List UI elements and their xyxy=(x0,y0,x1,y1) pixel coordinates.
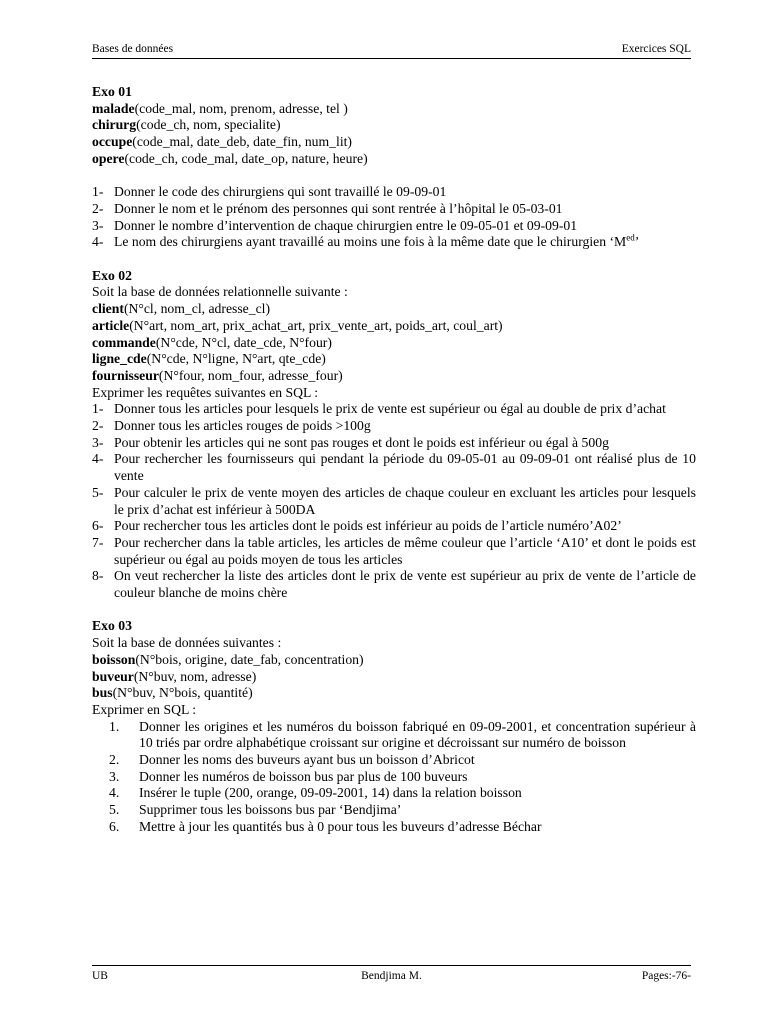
relation-attrs: (code_mal, nom, prenom, adresse, tel ) xyxy=(134,100,348,116)
question-number: 3- xyxy=(92,217,104,233)
exercise-3 xyxy=(92,618,696,835)
question-text: Pour rechercher les fournisseurs qui pendant la période du 09-05-01 au 09-09-01 ont réalisé plus de 10 vente xyxy=(114,451,696,484)
relation-line xyxy=(92,685,696,702)
question-text: Donner tous les articles rouges de poids >100g xyxy=(114,418,371,434)
question-text: Insérer le tuple (200, orange, 09-09-2001, 14) dans la relation boisson xyxy=(139,785,522,801)
exercise-3-title: Exo 03 xyxy=(92,618,132,634)
relation-name: boisson xyxy=(92,651,136,667)
question-text: On veut rechercher la liste des articles dont le prix de vente est supérieur au prix de vente de l’article de couleur blanche de moins chère xyxy=(114,568,696,601)
relation-attrs: (code_ch, code_mal, date_op, nature, heure) xyxy=(124,150,368,166)
exercise-intro: Soit la base de données suivantes : xyxy=(92,635,282,651)
question-number: 3- xyxy=(92,434,104,450)
question-item xyxy=(92,435,696,452)
question-text: Pour rechercher tous les articles dont le poids est inférieur au poids de l’article numéro’A02’ xyxy=(114,518,622,534)
relation-name: malade xyxy=(92,100,135,116)
page-footer xyxy=(92,965,691,983)
question-item xyxy=(92,785,696,802)
question-item xyxy=(92,518,696,535)
exercise-intro: Soit la base de données relationnelle suivante : xyxy=(92,284,348,300)
relation-attrs: (N°cde, N°ligne, N°art, qte_cde) xyxy=(146,351,326,367)
question-item xyxy=(92,568,696,601)
question-text: Donner le nombre d’intervention de chaque chirurgien entre le 09-05-01 et 09-09-01 xyxy=(114,217,578,233)
question-number: 6. xyxy=(109,818,120,834)
question-number: 2- xyxy=(92,418,104,434)
relation-attrs: (N°art, nom_art, prix_achat_art, prix_vente_art, poids_art, coul_art) xyxy=(129,317,503,333)
question-item xyxy=(92,769,696,786)
exercise-2 xyxy=(92,268,696,602)
exercise-prompt: Exprimer en SQL : xyxy=(92,701,197,717)
document-body xyxy=(92,84,696,836)
question-number: 1- xyxy=(92,184,104,200)
exercise-prompt: Exprimer les requêtes suivantes en SQL : xyxy=(92,384,319,400)
relation-line xyxy=(92,669,696,686)
footer-institution: UB xyxy=(92,970,108,982)
question-item xyxy=(92,451,696,484)
relation-name: ligne_cde xyxy=(92,351,147,367)
question-text: Pour obtenir les articles qui ne sont pas rouges et dont le poids est inférieur ou égal à 500g xyxy=(114,434,609,450)
question-number: 6- xyxy=(92,518,104,534)
relation-attrs: (N°buv, nom, adresse) xyxy=(133,668,257,684)
question-number: 2- xyxy=(92,200,104,216)
relation-name: chirurg xyxy=(92,117,137,133)
relation-name: client xyxy=(92,301,124,317)
question-item xyxy=(92,201,696,218)
question-number: 1. xyxy=(109,718,120,734)
question-item xyxy=(92,719,696,752)
question-number: 2. xyxy=(109,752,120,768)
relation-line xyxy=(92,335,696,352)
question-text: Pour rechercher dans la table articles, les articles de même couleur que l’article ‘A10’ et dont le poids est supérieur ou égal au poids moyen de tous les articles xyxy=(114,534,696,567)
relation-line xyxy=(92,134,696,151)
question-item xyxy=(92,752,696,769)
question-number: 4- xyxy=(92,234,104,250)
relation-line xyxy=(92,151,696,168)
question-item xyxy=(92,184,696,201)
question-number: 5. xyxy=(109,802,120,818)
exercise-2-title: Exo 02 xyxy=(92,267,132,283)
question-item xyxy=(92,485,696,518)
relation-line xyxy=(92,101,696,118)
question-item xyxy=(92,535,696,568)
question-text: Donner les origines et les numéros du boisson fabriqué en 09-09-2001, et concentration supérieur à 10 triés par ordre alphabétique croissant sur origine et décroissant sur numéro de boisson xyxy=(139,718,696,751)
question-number: 5- xyxy=(92,484,104,500)
relation-name: opere xyxy=(92,150,125,166)
relation-attrs: (code_mal, date_deb, date_fin, num_lit) xyxy=(132,134,352,150)
relation-line xyxy=(92,117,696,134)
question-number: 4. xyxy=(109,785,120,801)
relation-name: bus xyxy=(92,685,113,701)
exercise-1-title: Exo 01 xyxy=(92,84,132,99)
relation-attrs: (N°cde, N°cl, date_cde, N°four) xyxy=(155,334,332,350)
header-topic: Exercices SQL xyxy=(621,43,691,55)
relation-line xyxy=(92,652,696,669)
question-text: Donner le nom et le prénom des personnes qui sont rentrée à l’hôpital le 05-03-01 xyxy=(114,200,563,216)
question-item xyxy=(92,401,696,418)
relation-name: fournisseur xyxy=(92,367,159,383)
question-number: 7- xyxy=(92,534,104,550)
relation-line xyxy=(92,318,696,335)
question-item xyxy=(92,234,696,251)
exercise-1 xyxy=(92,84,696,251)
relation-attrs: (code_ch, nom, specialite) xyxy=(136,117,281,133)
question-text-wrapper xyxy=(114,234,696,251)
question-item xyxy=(92,819,696,836)
question-text: Pour calculer le prix de vente moyen des articles de chaque couleur en excluant les articles pour lesquels le prix d’achat est inférieur à 500DA xyxy=(114,484,696,517)
question-item xyxy=(92,802,696,819)
footer-author: Bendjima M. xyxy=(361,970,422,982)
relation-line xyxy=(92,301,696,318)
question-text: Supprimer tous les boissons bus par ‘Bendjima’ xyxy=(139,802,402,818)
relation-attrs: (N°buv, N°bois, quantité) xyxy=(112,685,253,701)
footer-page-number: Pages:-76- xyxy=(641,970,691,982)
question-item xyxy=(92,418,696,435)
header-course: Bases de données xyxy=(92,43,174,55)
relation-line xyxy=(92,351,696,368)
superscript: ed xyxy=(626,232,635,243)
relation-attrs: (N°bois, origine, date_fab, concentration) xyxy=(135,651,364,667)
question-text: Donner tous les articles pour lesquels le prix de vente est supérieur ou égal au double de prix d’achat xyxy=(114,401,666,417)
question-text: Mettre à jour les quantités bus à 0 pour tous les buveurs d’adresse Béchar xyxy=(139,818,542,834)
question-text: Le nom des chirurgiens ayant travaillé au moins une fois à la même date que le chirurgien ‘M xyxy=(114,234,627,250)
question-number: 1- xyxy=(92,401,104,417)
relation-name: article xyxy=(92,317,130,333)
question-number: 8- xyxy=(92,568,104,584)
relation-attrs: (N°cl, nom_cl, adresse_cl) xyxy=(123,301,271,317)
page-header xyxy=(92,42,691,59)
relation-name: commande xyxy=(92,334,156,350)
question-text-tail: ’ xyxy=(634,234,640,250)
question-number: 3. xyxy=(109,768,120,784)
relation-line xyxy=(92,368,696,385)
question-number: 4- xyxy=(92,451,104,467)
question-text: Donner le code des chirurgiens qui sont travaillé le 09-09-01 xyxy=(114,184,447,200)
question-text: Donner les noms des buveurs ayant bus un boisson d’Abricot xyxy=(139,752,475,768)
relation-name: buveur xyxy=(92,668,134,684)
relation-name: occupe xyxy=(92,134,133,150)
question-item xyxy=(92,218,696,235)
relation-attrs: (N°four, nom_four, adresse_four) xyxy=(158,367,343,383)
question-text: Donner les numéros de boisson bus par plus de 100 buveurs xyxy=(139,768,468,784)
